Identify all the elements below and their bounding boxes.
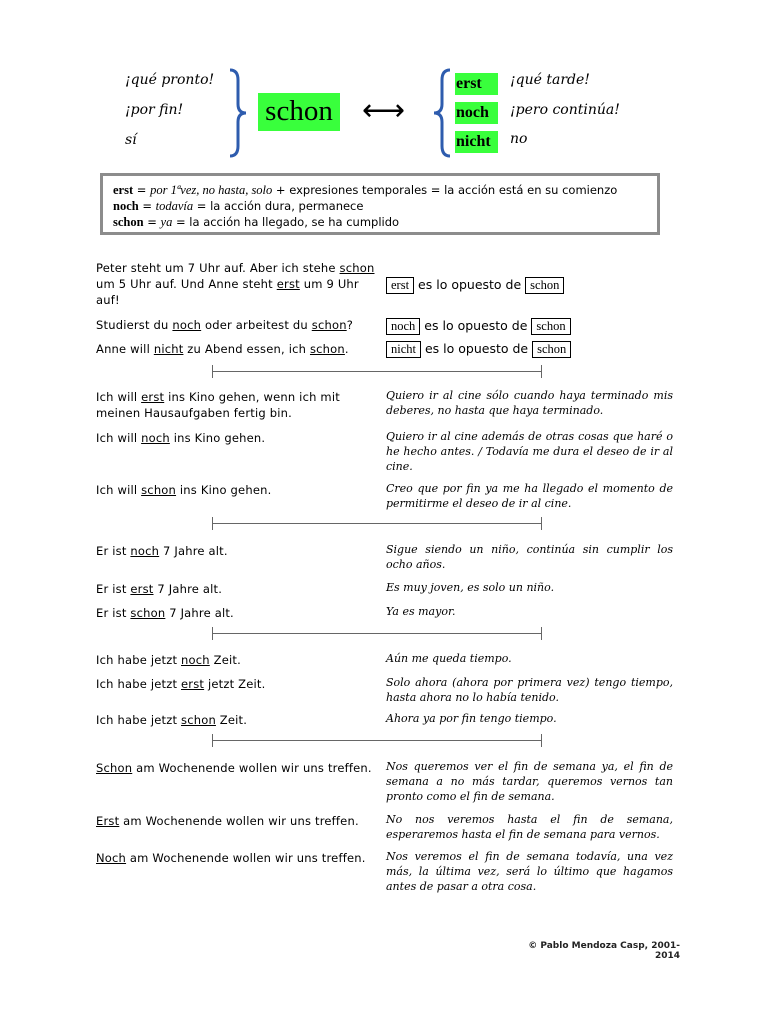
separator <box>212 740 542 741</box>
separator <box>212 523 542 524</box>
separator-tick <box>541 365 542 378</box>
zeit-de-3: Ich habe jetzt schon Zeit. <box>96 713 248 727</box>
separator-tick <box>541 517 542 530</box>
separator-tick <box>212 517 213 530</box>
kino-es-2: Quiero ir al cine además de otras cosas que haré o he hecho antes. / Todavía me dura el deseo de ir al cine. <box>386 430 673 473</box>
separator-tick <box>212 627 213 640</box>
intro-peter: Peter steht um 7 Uhr auf. Aber ich stehe schon um 5 Uhr auf. Und Anne steht erst um 9 Uhr auf! <box>96 261 375 307</box>
opposite-erst: erst es lo opuesto de schon <box>386 276 564 294</box>
kino-es-3: Creo que por fin ya me ha llegado el momento de permitirme el deseo de ir al cine. <box>386 482 673 510</box>
separator-tick <box>541 627 542 640</box>
definition-schon: schon = ya = la acción ha llegado, se ha cumplido <box>113 215 400 229</box>
kino-es-1: Quiero ir al cine sólo cuando haya terminado mis deberes, no hasta que haya terminado. <box>386 389 673 417</box>
zeit-es-3: Ahora ya por fin tengo tiempo. <box>386 712 557 725</box>
kino-de-1: Ich will erst ins Kino gehen, wenn ich mit meinen Hausaufgaben fertig bin. <box>96 390 340 420</box>
wochenende-de-2: Erst am Wochenende wollen wir uns treffen. <box>96 814 359 828</box>
alt-es-3: Ya es mayor. <box>386 605 456 618</box>
header-left-3: sí <box>125 132 137 148</box>
intro-anne: Anne will nicht zu Abend essen, ich schon. <box>96 342 349 356</box>
wochenende-de-1: Schon am Wochenende wollen wir uns treffen. <box>96 761 372 775</box>
definition-box <box>100 173 660 235</box>
header-erst: erst <box>455 73 498 95</box>
wochenende-es-3: Nos veremos el fin de semana todavía, una vez más, la última vez, será lo último que hagamos antes de pasar a otra cosa. <box>386 850 673 893</box>
separator-tick <box>212 365 213 378</box>
kino-de-3: Ich will schon ins Kino gehen. <box>96 483 272 497</box>
separator <box>212 633 542 634</box>
zeit-de-2: Ich habe jetzt erst jetzt Zeit. <box>96 677 266 691</box>
copyright-footer: © Pablo Mendoza Casp, 2001-2014 <box>528 941 680 961</box>
left-brace-icon <box>432 68 454 158</box>
header-left-1: ¡qué pronto! <box>125 72 215 88</box>
intro-studierst: Studierst du noch oder arbeitest du schon? <box>96 318 353 332</box>
alt-es-2: Es muy joven, es solo un niño. <box>386 581 555 594</box>
opposite-noch: noch es lo opuesto de schon <box>386 317 571 335</box>
alt-de-2: Er ist erst 7 Jahre alt. <box>96 582 223 596</box>
wochenende-es-1: Nos queremos ver el fin de semana ya, el fin de semana a no más tardar, queremos vernos tan pronto como el fin de semana. <box>386 760 673 803</box>
header-nicht: nicht <box>455 131 498 153</box>
zeit-es-1: Aún me queda tiempo. <box>386 652 512 665</box>
header-left-2: ¡por fin! <box>125 102 184 118</box>
double-arrow-icon: ⟷ <box>362 93 406 128</box>
opposite-nicht: nicht es lo opuesto de schon <box>386 340 571 358</box>
definition-erst: erst = por 1ªvez, no hasta, solo + expresiones temporales = la acción está en su comienzo <box>113 183 618 197</box>
separator-tick <box>541 734 542 747</box>
separator-tick <box>212 734 213 747</box>
definition-noch: noch = todavía = la acción dura, permanece <box>113 199 364 213</box>
alt-de-3: Er ist schon 7 Jahre alt. <box>96 606 234 620</box>
wochenende-de-3: Noch am Wochenende wollen wir uns treffen. <box>96 851 366 865</box>
header-right-1: ¡qué tarde! <box>510 72 590 88</box>
alt-de-1: Er ist noch 7 Jahre alt. <box>96 544 228 558</box>
header-noch: noch <box>455 102 498 124</box>
zeit-es-2: Solo ahora (ahora por primera vez) tengo tiempo, hasta ahora no lo había tenido. <box>386 676 673 704</box>
right-brace-icon <box>226 68 248 158</box>
header-right-2: ¡pero continúa! <box>510 102 620 118</box>
schon-highlight: schon <box>258 93 340 131</box>
kino-de-2: Ich will noch ins Kino gehen. <box>96 431 266 445</box>
wochenende-es-2: No nos veremos hasta el fin de semana, esperaremos hasta el fin de semana para vernos. <box>386 813 673 841</box>
alt-es-1: Sigue siendo un niño, continúa sin cumplir los ocho años. <box>386 543 673 571</box>
zeit-de-1: Ich habe jetzt noch Zeit. <box>96 653 241 667</box>
header-right-3: no <box>510 131 528 147</box>
separator <box>212 371 542 372</box>
